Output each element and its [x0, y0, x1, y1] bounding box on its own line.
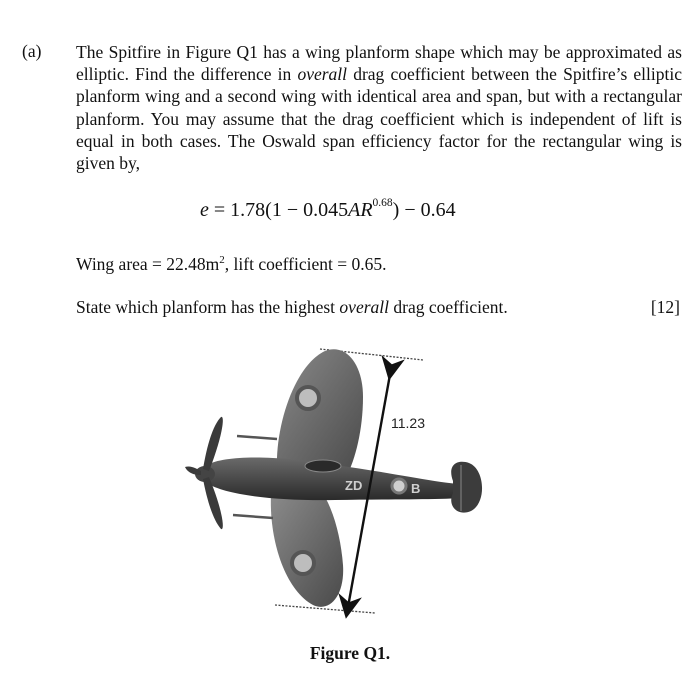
- propeller-blade-left: [185, 466, 201, 475]
- question-paragraph: [76, 41, 682, 174]
- lift-coefficient-text: , lift coefficient = 0.65.: [224, 254, 387, 274]
- question-emphasis: overall: [297, 64, 348, 85]
- equation-lhs: e: [200, 199, 209, 221]
- equation-rhs-tail: ) − 0.64: [392, 199, 456, 221]
- lower-roundel: [292, 552, 314, 574]
- equation-exponent: 0.68: [372, 197, 393, 210]
- wing-area-exponent: 2: [219, 254, 225, 267]
- statement-text-2: drag coefficient.: [389, 297, 508, 317]
- oswald-equation: [200, 199, 456, 222]
- wing-area-text: Wing area = 22.48m: [76, 254, 220, 274]
- statement-text-1: State which planform has the highest: [76, 297, 340, 317]
- question-label: (a): [22, 41, 42, 61]
- equation-ar: AR: [348, 199, 373, 221]
- upper-cannon: [237, 436, 277, 439]
- fuselage-code-1: ZD: [345, 478, 363, 493]
- statement-line: [76, 297, 508, 318]
- upper-roundel: [297, 387, 319, 409]
- question-text-2: drag coefficient between the Spitfire’s elliptic planform wing and a second wing with identical area and span, but with a rectangular planform. You may assume that the drag coefficient which is independent of lift is equal in both cases. The Oswald span efficiency factor for the rectangular wing is given by,: [76, 64, 683, 174]
- span-label: 11.23: [391, 415, 425, 431]
- question-text-1: The Spitfire in Figure Q1 has a wing planform shape which may be approximated as elliptic. Find the difference in: [76, 42, 682, 85]
- given-values: [76, 254, 386, 275]
- figure-caption: Figure Q1.: [309, 643, 391, 663]
- lower-cannon: [233, 515, 273, 518]
- marks-label: [12]: [650, 297, 680, 317]
- statement-emphasis: overall: [339, 297, 389, 317]
- fuselage-code-2: B: [411, 481, 421, 496]
- tailplane: [451, 462, 482, 513]
- equation-rhs-main: = 1.78(1 − 0.045: [208, 199, 349, 221]
- upper-wing: [277, 349, 363, 475]
- cockpit-canopy: [305, 460, 341, 472]
- spitfire-figure: [185, 335, 515, 625]
- fuselage-roundel: [392, 479, 406, 493]
